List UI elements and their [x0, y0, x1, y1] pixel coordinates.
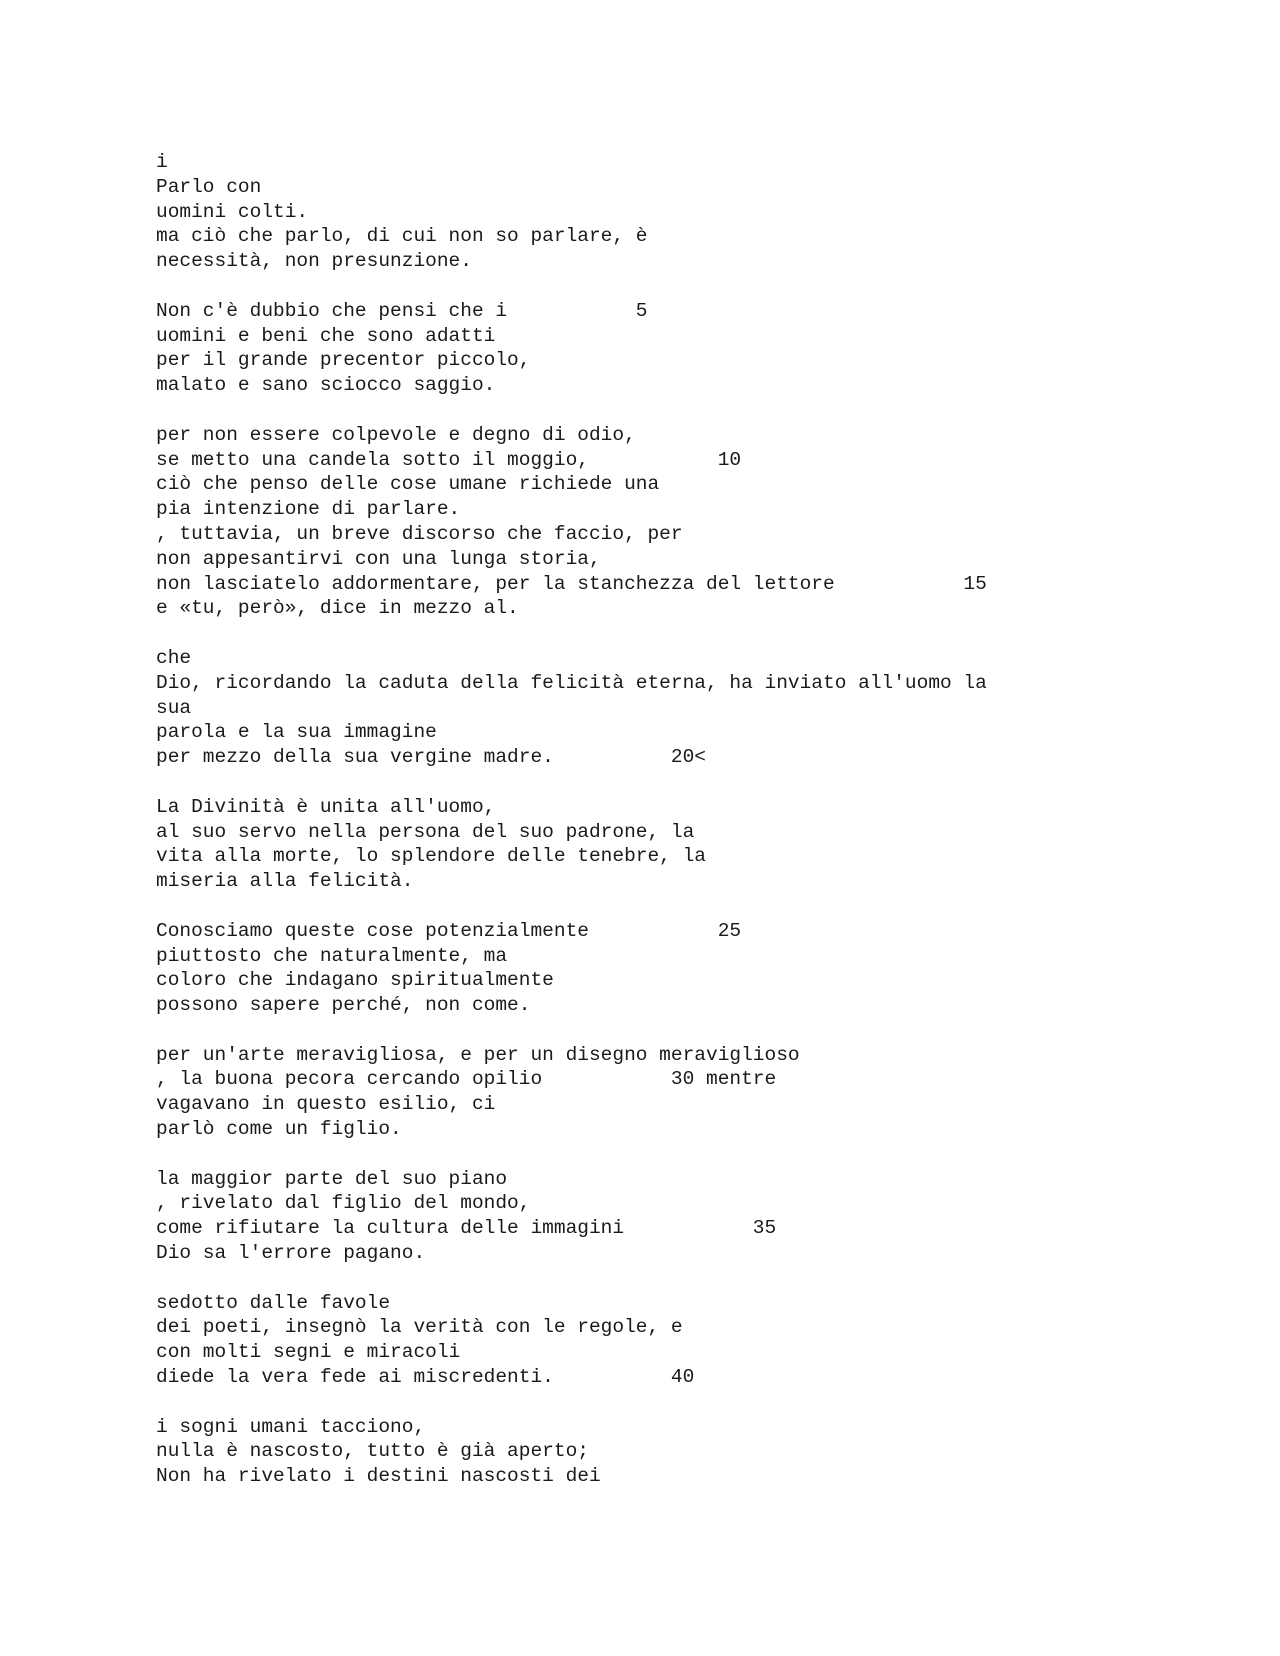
text-line: Non ha rivelato i destini nascosti dei	[156, 1465, 601, 1488]
text-line: la maggior parte del suo piano	[156, 1167, 508, 1190]
text-line: piuttosto che naturalmente, ma	[156, 944, 508, 967]
text-line: non appesantirvi con una lunga storia,	[156, 547, 601, 570]
text-line: La Divinità è unita all'uomo,	[156, 795, 496, 818]
blank-line	[156, 1390, 1156, 1415]
text-line: ciò che penso delle cose umane richiede una	[156, 473, 660, 496]
blank-line	[156, 398, 1156, 423]
text-line: parlò come un figlio.	[156, 1118, 402, 1141]
text-line: al suo servo nella persona del suo padrone, la	[156, 820, 695, 843]
text-line: pia intenzione di parlare.	[156, 498, 461, 521]
text-line: per il grande precentor piccolo,	[156, 349, 531, 372]
text-line: se metto una candela sotto il moggio, 10	[156, 448, 742, 471]
text-line: per mezzo della sua vergine madre. 20<	[156, 746, 706, 769]
text-line: Non c'è dubbio che pensi che i 5	[156, 299, 648, 322]
poem-text-block	[156, 150, 1156, 1489]
text-line: Dio sa l'errore pagano.	[156, 1242, 426, 1265]
blank-line	[156, 1018, 1156, 1043]
text-line: ma ciò che parlo, di cui non so parlare, è	[156, 225, 648, 248]
text-line: come rifiutare la cultura delle immagini 35	[156, 1217, 777, 1240]
text-line: i	[156, 151, 168, 173]
text-line: sedotto dalle favole	[156, 1291, 391, 1314]
text-line: e «tu, però», dice in mezzo al.	[156, 597, 519, 620]
text-line: miseria alla felicità.	[156, 870, 414, 893]
text-line: possono sapere perché, non come.	[156, 994, 531, 1017]
text-line: parola e la sua immagine	[156, 721, 437, 744]
text-line: necessità, non presunzione.	[156, 250, 472, 273]
text-line: per un'arte meravigliosa, e per un disegno meraviglioso	[156, 1043, 800, 1066]
blank-line	[156, 1266, 1156, 1291]
text-line: sua	[156, 696, 192, 719]
text-line: per non essere colpevole e degno di odio,	[156, 423, 636, 446]
blank-line	[156, 621, 1156, 646]
text-line: che	[156, 646, 192, 669]
text-line: Dio, ricordando la caduta della felicità eterna, ha inviato all'uomo la	[156, 671, 987, 694]
text-line: coloro che indagano spiritualmente	[156, 969, 554, 992]
text-line: con molti segni e miracoli	[156, 1341, 461, 1364]
text-line: malato e sano sciocco saggio.	[156, 374, 496, 397]
blank-line	[156, 1142, 1156, 1167]
text-line: i sogni umani tacciono,	[156, 1415, 426, 1438]
text-line: , rivelato dal figlio del mondo,	[156, 1192, 531, 1215]
text-line: vagavano in questo esilio, ci	[156, 1093, 496, 1116]
blank-line	[156, 274, 1156, 299]
text-line: , la buona pecora cercando opilio 30 mentre	[156, 1068, 777, 1091]
text-line: nulla è nascosto, tutto è già aperto;	[156, 1440, 589, 1463]
text-line: dei poeti, insegnò la verità con le regole, e	[156, 1316, 683, 1339]
text-line: Conosciamo queste cose potenzialmente 25	[156, 919, 742, 942]
text-line: uomini e beni che sono adatti	[156, 324, 496, 347]
text-line: , tuttavia, un breve discorso che faccio, per	[156, 522, 683, 545]
text-line: Parlo con	[156, 175, 262, 198]
text-line: non lasciatelo addormentare, per la stanchezza del lettore 15	[156, 572, 987, 595]
text-line: uomini colti.	[156, 200, 309, 223]
text-line: vita alla morte, lo splendore delle tenebre, la	[156, 845, 706, 868]
text-line: diede la vera fede ai miscredenti. 40	[156, 1366, 695, 1389]
blank-line	[156, 894, 1156, 919]
blank-line	[156, 770, 1156, 795]
